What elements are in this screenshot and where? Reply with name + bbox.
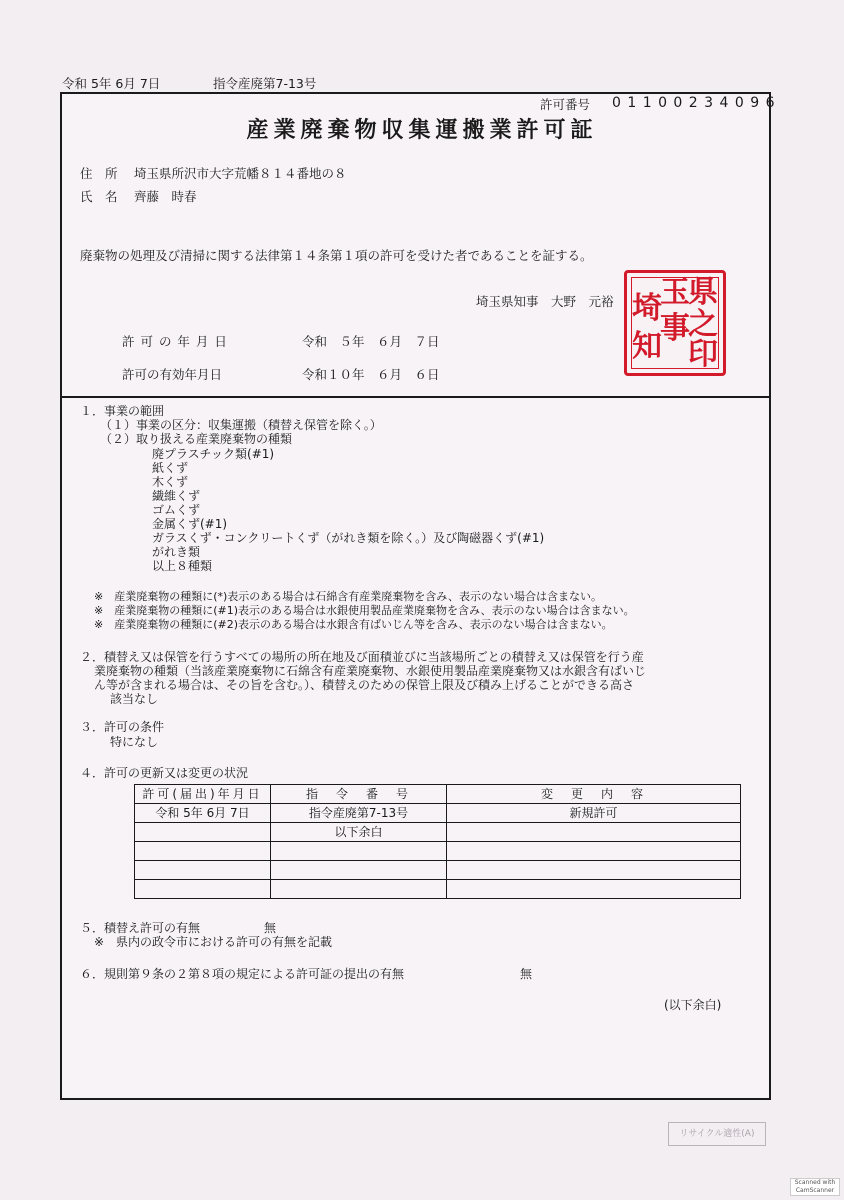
section1-item1: （１）事業の区分：収集運搬（積替え保管を除く。） <box>100 418 382 432</box>
table-row <box>135 861 741 880</box>
remainder-note: (以下余白) <box>664 998 722 1012</box>
section6-value: 無 <box>520 967 533 981</box>
section6-heading: ６．規則第９条の２第８項の規定による許可証の提出の有無 <box>80 967 405 981</box>
directive-number: 指令産廃第7-13号 <box>213 76 317 91</box>
table-cell: 新規許可 <box>447 804 741 823</box>
column-header: 許可(届出)年月日 <box>135 785 271 804</box>
permit-date: 令和 ５年 ６月 ７日 <box>302 334 440 349</box>
seal-char: 埼 <box>632 291 662 326</box>
table-header-row <box>135 785 741 804</box>
table-cell <box>447 861 741 880</box>
seal-char: 之 <box>688 307 718 342</box>
table-cell <box>135 880 271 899</box>
table-cell <box>271 861 447 880</box>
issuer: 埼玉県知事 大野 元裕 <box>476 294 614 309</box>
section1-item2: （２）取り扱える産業廃棄物の種類 <box>100 432 293 446</box>
section3-value: 特になし <box>110 735 159 749</box>
table-cell: 令和 5年 6月 7日 <box>135 804 271 823</box>
table-cell <box>135 842 271 861</box>
seal-char: 知 <box>632 329 662 364</box>
recycle-mark: リサイクル適性(A) <box>668 1122 766 1146</box>
column-header: 指 令 番 号 <box>271 785 447 804</box>
validity-date: 令和１０年 ６月 ６日 <box>302 367 440 382</box>
waste-type: がれき類 <box>152 545 201 559</box>
table-cell: 指令産廃第7-13号 <box>271 804 447 823</box>
table-cell <box>447 880 741 899</box>
section5-value: 無 <box>264 921 277 935</box>
section1-heading: １．事業の範囲 <box>80 404 165 418</box>
name-label: 氏 名 <box>80 189 118 204</box>
waste-type: 繊維くず <box>152 489 201 503</box>
section2-value: 該当なし <box>110 692 159 706</box>
name-value: 齊藤 時春 <box>134 189 197 204</box>
waste-type: 木くず <box>152 475 189 489</box>
table-row <box>135 823 741 842</box>
validity-date-label: 許可の有効年月日 <box>122 367 223 382</box>
table-cell <box>447 842 741 861</box>
scanner-watermark <box>790 1178 840 1196</box>
section-divider <box>60 396 771 398</box>
section2-line2: 業廃棄物の種類（当該産業廃棄物に石綿含有産業廃棄物、水銀使用製品産業廃棄物又は水銀含有ばいじ <box>94 664 647 678</box>
section2-line3: ん等が含まれる場合は、その旨を含む。）、積替えのための保管上限及び積み上げることができる高さ <box>94 678 635 692</box>
table-cell <box>271 842 447 861</box>
section5-heading: ５．積替え許可の有無 <box>80 921 201 935</box>
scanner-line2: CamScanner <box>795 1187 835 1194</box>
note-asbestos: ※ 産業廃棄物の種類に(*)表示のある場合は石綿含有産業廃棄物を含み、表示のない場合は含まない。 <box>94 590 602 603</box>
waste-type-total: 以上８種類 <box>152 559 213 573</box>
waste-type: 金属くず(#1) <box>152 517 228 531</box>
seal-char: 玉 <box>660 275 690 310</box>
seal-char: 印 <box>688 337 718 372</box>
official-seal <box>624 270 726 376</box>
seal-char: 県 <box>688 275 718 310</box>
note-mercury-products: ※ 産業廃棄物の種類に(#1)表示のある場合は水銀使用製品産業廃棄物を含み、表示のない場合は含まない。 <box>94 604 635 617</box>
table-cell <box>271 880 447 899</box>
seal-char: 事 <box>660 311 690 346</box>
table-cell: 以下余白 <box>271 823 447 842</box>
section5-note: ※ 県内の政令市における許可の有無を記載 <box>94 935 333 949</box>
waste-type: 廃プラスチック類(#1) <box>152 447 275 461</box>
waste-type: 紙くず <box>152 461 189 475</box>
permit-number: 0 1 1 0 0 2 3 4 0 9 6 <box>612 95 776 111</box>
certification-statement: 廃棄物の処理及び清掃に関する法律第１４条第１項の許可を受けた者であることを証する。 <box>80 248 593 263</box>
permit-date-label: 許 可 の 年 月 日 <box>122 334 228 349</box>
waste-type: ゴムくず <box>152 503 201 517</box>
section2-line1: ２．積替え又は保管を行うすべての場所の所在地及び面積並びに当該場所ごとの積替え又は保管を行う産 <box>80 650 644 664</box>
note-mercury-dust: ※ 産業廃棄物の種類に(#2)表示のある場合は水銀含有ばいじん等を含み、表示のない場合は含まない。 <box>94 618 613 631</box>
permit-history-table <box>134 784 741 899</box>
table-cell <box>135 823 271 842</box>
column-header: 変 更 内 容 <box>447 785 741 804</box>
section4-heading: ４．許可の更新又は変更の状況 <box>80 766 249 780</box>
section3-heading: ３．許可の条件 <box>80 720 165 734</box>
address-value: 埼玉県所沢市大字荒幡８１４番地の８ <box>134 166 347 181</box>
issue-date: 令和 5年 6月 7日 <box>62 76 161 91</box>
scanner-line1: Scanned with <box>794 1179 836 1186</box>
table-cell <box>447 823 741 842</box>
certificate-title: 産業廃棄物収集運搬業許可証 <box>246 118 598 143</box>
address-label: 住 所 <box>80 166 118 181</box>
table-row <box>135 804 741 823</box>
permit-number-label: 許可番号 <box>540 97 591 112</box>
waste-type: ガラスくず・コンクリートくず（がれき類を除く。）及び陶磁器くず(#1) <box>152 531 545 545</box>
table-row <box>135 880 741 899</box>
table-cell <box>135 861 271 880</box>
table-row <box>135 842 741 861</box>
